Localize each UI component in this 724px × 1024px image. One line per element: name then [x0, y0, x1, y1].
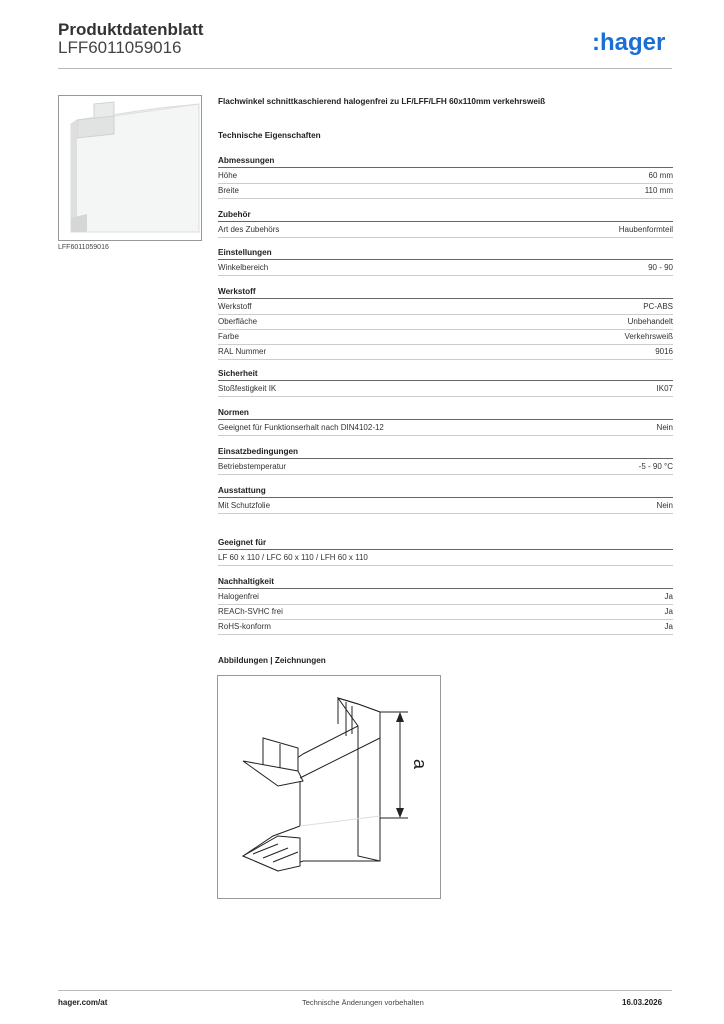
property-value: Ja: [664, 592, 673, 601]
property-row: [218, 460, 673, 475]
property-row: [218, 620, 673, 635]
section-abmessungen: [218, 155, 673, 199]
property-label: LF 60 x 110 / LFC 60 x 110 / LFH 60 x 110: [218, 553, 368, 562]
section-einstellungen: [218, 247, 673, 276]
property-row: [218, 605, 673, 620]
section-sicherheit: [218, 368, 673, 397]
property-label: Halogenfrei: [218, 592, 259, 601]
footer-divider: [58, 990, 672, 991]
property-row: [218, 184, 673, 199]
property-value: 90 - 90: [648, 263, 673, 272]
property-label: REACh-SVHC frei: [218, 607, 283, 616]
property-value: Verkehrsweiß: [624, 332, 673, 341]
product-thumbnail: [58, 95, 202, 241]
property-label: Geeignet für Funktionserhalt nach DIN4102-12: [218, 423, 384, 432]
article-number: LFF6011059016: [58, 38, 182, 57]
property-value: -5 - 90 °C: [638, 462, 673, 471]
property-value: 110 mm: [644, 186, 673, 195]
property-row: [218, 261, 673, 276]
section-title: Einstellungen: [218, 247, 673, 260]
property-value: Nein: [656, 423, 673, 432]
section-title: Einsatzbedingungen: [218, 446, 673, 459]
property-row: [218, 330, 673, 345]
technical-drawing: [217, 675, 441, 899]
property-label: Breite: [218, 186, 239, 195]
property-label: Höhe: [218, 171, 238, 180]
property-value: PC-ABS: [643, 302, 673, 311]
thumbnail-caption: LFF6011059016: [58, 244, 109, 251]
property-value: Nein: [656, 501, 673, 510]
footer-date: 16.03.2026: [622, 998, 663, 1007]
property-label: Betriebstemperatur: [218, 462, 287, 471]
figures-title: Abbildungen | Zeichnungen: [218, 656, 326, 665]
section-werkstoff: [218, 286, 673, 360]
hager-logo: [592, 28, 678, 58]
section-zubehoer: [218, 209, 673, 238]
property-label: Oberfläche: [218, 317, 258, 326]
property-label: RAL Nummer: [218, 347, 267, 356]
logo-text: :hager: [592, 29, 666, 56]
property-row: [218, 315, 673, 330]
footer-website[interactable]: hager.com/at: [58, 998, 108, 1007]
property-value: Ja: [664, 622, 673, 631]
section-einsatzbedingungen: [218, 446, 673, 475]
section-title: Ausstattung: [218, 485, 673, 498]
property-row: [218, 421, 673, 436]
property-label: Mit Schutzfolie: [218, 501, 271, 510]
footer-notice: Technische Änderungen vorbehalten: [302, 998, 424, 1007]
section-title: Normen: [218, 407, 673, 420]
property-label: Stoßfestigkeit IK: [218, 384, 277, 393]
section-title: Werkstoff: [218, 286, 673, 299]
property-value: Haubenformteil: [618, 225, 673, 234]
section-normen: [218, 407, 673, 436]
property-value: 60 mm: [648, 171, 673, 180]
property-value: Ja: [664, 607, 673, 616]
property-row: [218, 300, 673, 315]
product-description: Flachwinkel schnittkaschierend halogenfrei zu LF/LFF/LFH 60x110mm verkehrsweiß: [218, 97, 546, 106]
property-value: Unbehandelt: [627, 317, 673, 326]
section-title: Zubehör: [218, 209, 673, 222]
property-value: IK07: [656, 384, 673, 393]
section-nachhaltigkeit: [218, 576, 673, 635]
property-row: [218, 169, 673, 184]
section-title: Sicherheit: [218, 368, 673, 381]
page-title: Produktdatenblatt: [58, 20, 204, 39]
tech-properties-title: Technische Eigenschaften: [218, 131, 321, 140]
property-row: [218, 223, 673, 238]
property-row: [218, 551, 673, 566]
section-title: Nachhaltigkeit: [218, 576, 673, 589]
property-value: 9016: [655, 347, 673, 356]
section-ausstattung: [218, 485, 673, 514]
header-divider: [58, 68, 672, 69]
property-row: [218, 345, 673, 360]
section-title: Abmessungen: [218, 155, 673, 168]
section-title: Geeignet für: [218, 537, 673, 550]
property-label: Winkelbereich: [218, 263, 269, 272]
dimension-label: a: [410, 758, 430, 770]
property-row: [218, 590, 673, 605]
property-label: RoHS-konform: [218, 622, 271, 631]
section-geeignet-fuer: [218, 537, 673, 566]
property-row: [218, 382, 673, 397]
property-label: Werkstoff: [218, 302, 252, 311]
property-row: [218, 499, 673, 514]
property-label: Art des Zubehörs: [218, 225, 280, 234]
property-label: Farbe: [218, 332, 239, 341]
